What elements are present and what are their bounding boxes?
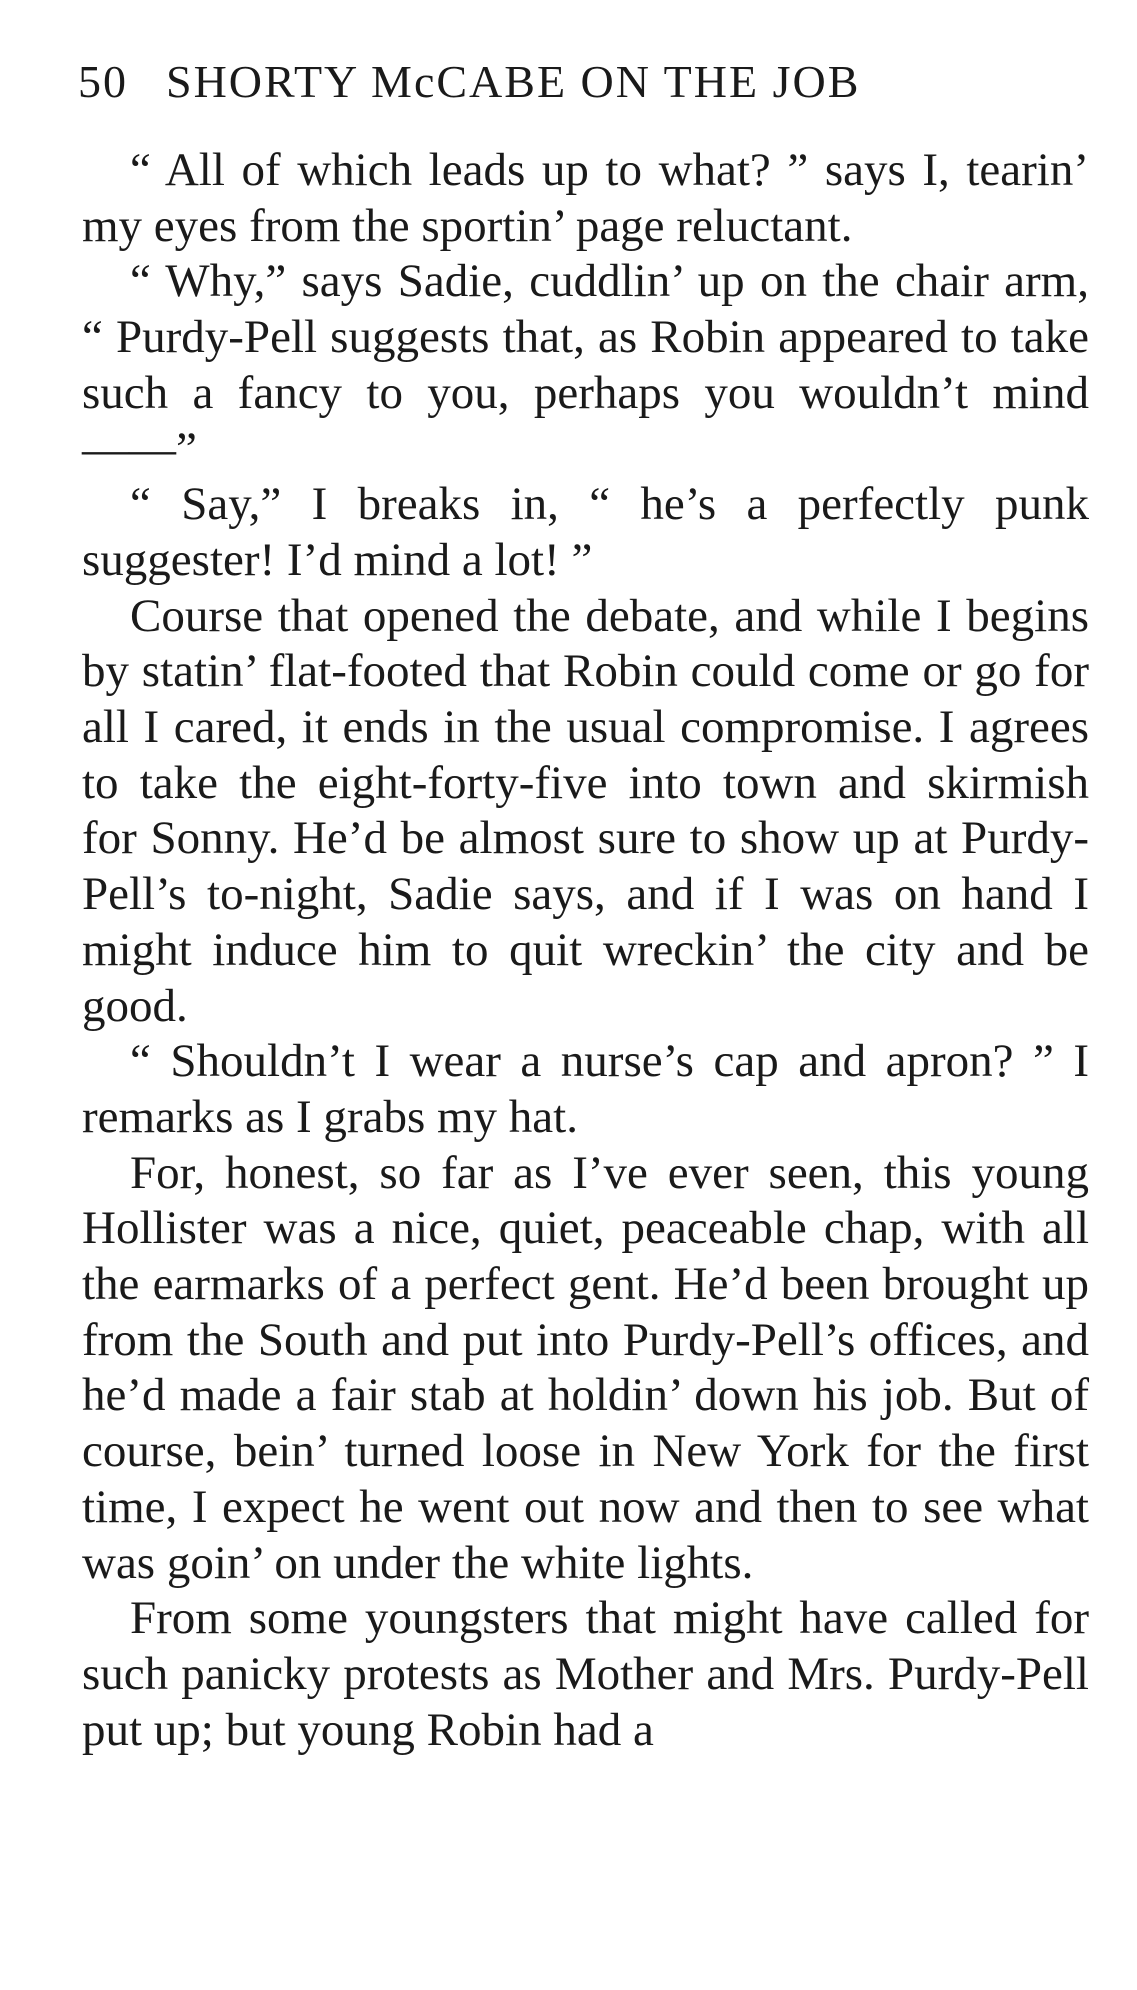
paragraph-1: “ All of which leads up to what? ” says I, tearin’ my eyes from the sportin’ page reluctant.: [82, 144, 1089, 252]
paragraph-3: “ Say,” I breaks in, “ he’s a perfectly punk suggester! I’d mind a lot! ”: [82, 478, 1089, 586]
paragraph-2: “ Why,” says Sadie, cuddlin’ up on the chair arm, “ Purdy-Pell suggests that, as Robin appeared to take such a fancy to you, perhaps you wouldn’t mind——”: [82, 255, 1089, 475]
page-number: 50: [78, 56, 128, 107]
running-title: SHORTY McCABE ON THE JOB: [166, 56, 861, 107]
body-text: [82, 143, 1089, 1758]
paragraph-6: For, honest, so far as I’ve ever seen, this young Hollister was a nice, quiet, peaceable chap, with all the earmarks of a perfect gent. He’d been brought up from the South and put into Purdy-Pell’s offices, and he’d made a fair stab at holdin’ down his job. But of course, bein’ turned loose in New York for the first time, I expect he went out now and then to see what was goin’ on under the white lights.: [82, 1146, 1089, 1589]
paragraph-5: “ Shouldn’t I wear a nurse’s cap and apron? ” I remarks as I grabs my hat.: [82, 1035, 1089, 1143]
running-head: [78, 52, 1088, 112]
paragraph-7: From some youngsters that might have called for such panicky protests as Mother and Mrs. Purdy-Pell put up; but young Robin had a: [82, 1592, 1089, 1756]
paragraph-4: Course that opened the debate, and while I begins by statin’ flat-footed that Robin could come or go for all I cared, it ends in the usual compromise. I agrees to take the eight-forty-five into town and skirmish for Sonny. He’d be almost sure to show up at Purdy-Pell’s to-night, Sadie says, and if I was on hand I might induce him to quit wreckin’ the city and be good.: [82, 589, 1089, 1032]
